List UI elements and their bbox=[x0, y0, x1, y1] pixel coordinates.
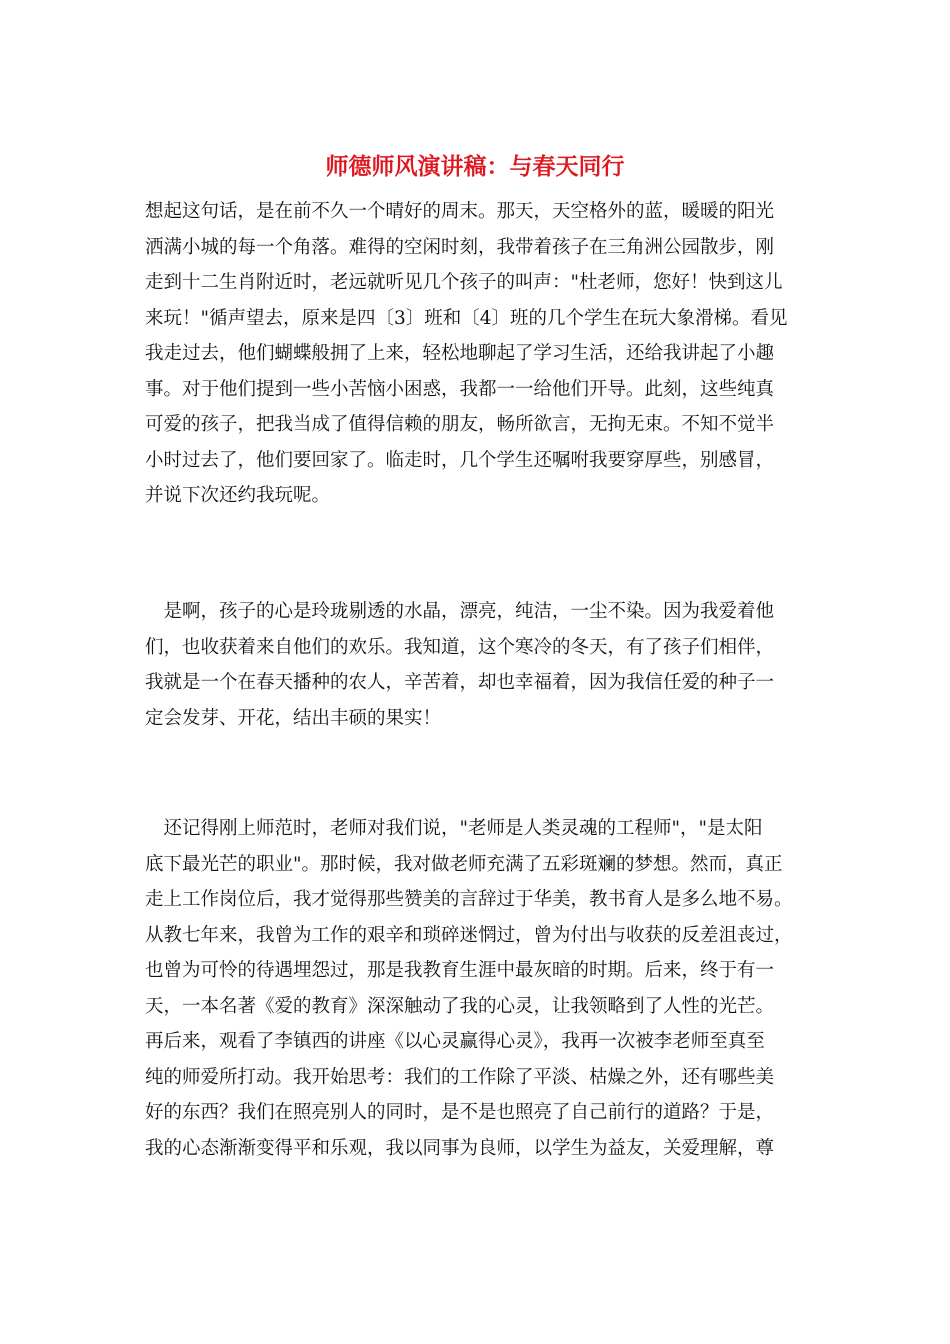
document-title: 师德师风演讲稿：与春天同行 bbox=[325, 153, 625, 180]
text-line: 还记得刚上师范时，老师对我们说，"老师是人类灵魂的工程师"，"是太阳 bbox=[145, 818, 763, 839]
text-line: 洒满小城的每一个角落。难得的空闲时刻，我带着孩子在三角洲公园散步，刚 bbox=[145, 236, 775, 258]
text-line: 是啊，孩子的心是玲珑剔透的水晶，漂亮，纯洁，一尘不染。因为我爱着他 bbox=[145, 601, 775, 622]
paragraph-1 bbox=[145, 194, 805, 514]
text-line: 好的东西？我们在照亮别人的同时，是不是也照亮了自己前行的道路？于是， bbox=[145, 1102, 775, 1123]
text-line: 我的心态渐渐变得平和乐观，我以同事为良师，以学生为益友，关爱理解，尊 bbox=[145, 1137, 775, 1159]
text-line: 并说下次还约我玩呢。 bbox=[145, 485, 331, 506]
text-line: 天，一本名著《爱的教育》深深触动了我的心灵，让我领略到了人性的光芒。 bbox=[145, 995, 775, 1017]
text-line: 来玩！"循声望去，原来是四〔3〕班和〔4〕班的几个学生在玩大象滑梯。看见 bbox=[145, 307, 788, 329]
text-line: 纯的师爱所打动。我开始思考：我们的工作除了平淡、枯燥之外，还有哪些美 bbox=[145, 1066, 775, 1088]
text-line: 再后来，观看了李镇西的讲座《以心灵赢得心灵》，我再一次被李老师至真至 bbox=[145, 1031, 765, 1052]
text-line: 我走过去，他们蝴蝶般拥了上来，轻松地聊起了学习生活，还给我讲起了小趣 bbox=[145, 343, 775, 364]
text-line: 我就是一个在春天播种的农人，辛苦着，却也幸福着，因为我信任爱的种子一 bbox=[145, 672, 775, 693]
text-line: 底下最光芒的职业"。那时候，我对做老师充满了五彩斑斓的梦想。然而，真正 bbox=[145, 853, 783, 875]
text-line: 也曾为可怜的待遇埋怨过，那是我教育生涯中最灰暗的时期。后来，终于有一 bbox=[145, 960, 775, 981]
text-line: 走上工作岗位后，我才觉得那些赞美的言辞过于华美，教书育人是多么地不易。 bbox=[145, 889, 793, 910]
text-line: 想起这句话，是在前不久一个晴好的周末。那天，天空格外的蓝，暖暖的阳光 bbox=[145, 201, 775, 222]
text-line: 小时过去了，他们要回家了。临走时，几个学生还嘱咐我要穿厚些，别感冒， bbox=[145, 449, 775, 471]
paragraph-3 bbox=[145, 811, 805, 1166]
text-line: 定会发芽、开花，结出丰硕的果实！ bbox=[145, 707, 442, 729]
paragraph-2 bbox=[145, 594, 805, 736]
text-line: 走到十二生肖附近时，老远就听见几个孩子的叫声："杜老师，您好！快到这儿 bbox=[145, 272, 783, 293]
text-line: 们，也收获着来自他们的欢乐。我知道，这个寒冷的冬天，有了孩子们相伴， bbox=[145, 636, 775, 658]
text-line: 从教七年来，我曾为工作的艰辛和琐碎迷惘过，曾为付出与收获的反差沮丧过， bbox=[145, 924, 793, 946]
text-line: 事。对于他们提到一些小苦恼小困惑，我都一一给他们开导。此刻，这些纯真 bbox=[145, 378, 775, 400]
text-line: 可爱的孩子，把我当成了值得信赖的朋友，畅所欲言，无拘无束。不知不觉半 bbox=[145, 414, 775, 435]
